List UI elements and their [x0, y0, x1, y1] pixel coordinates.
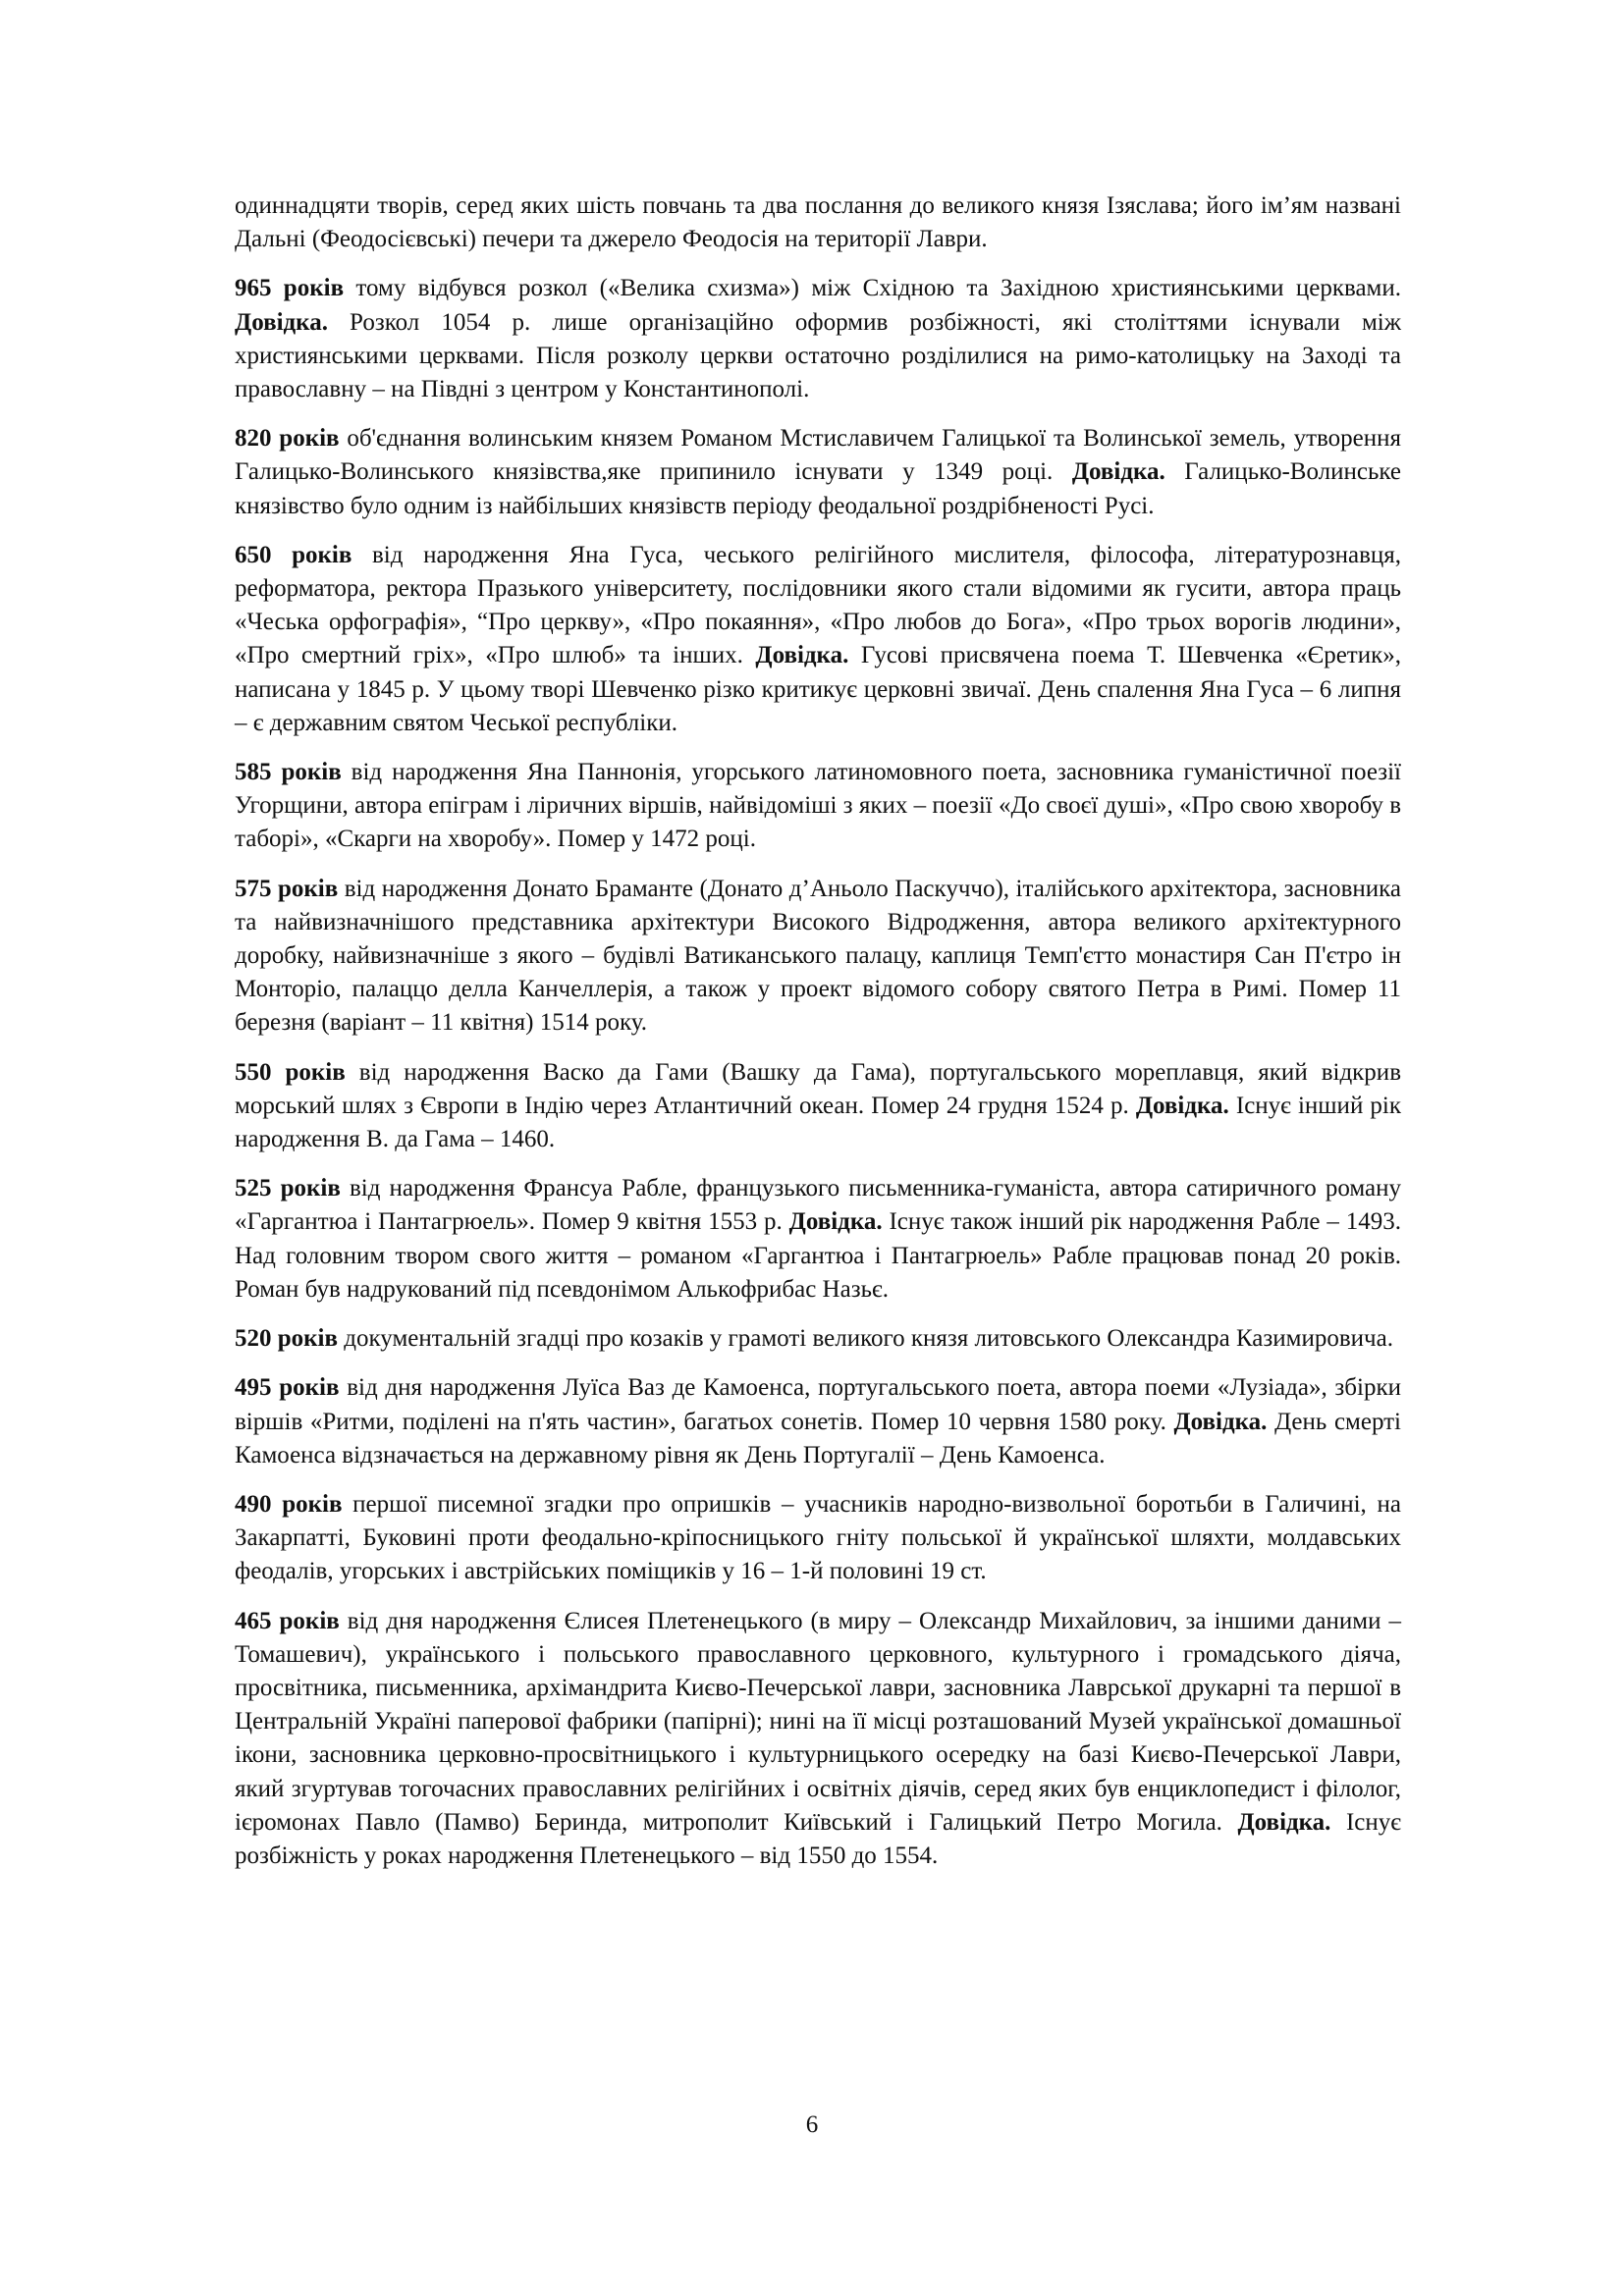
entry-text: об'єднання волинським князем Романом Мстиславичем Галицької та Волинської земель, утворення Галицько-Волинського князівства,яке припинило існувати у 1349 році. [235, 425, 1401, 486]
anniversary-entry [235, 756, 1401, 857]
anniversary-entry [235, 422, 1401, 523]
entry-text: від народження Васко да Гами (Вашку да Гама), португальського мореплавця, який відкрив морський шлях з Європи в Індію через Атлантичний океан. Помер 24 грудня 1524 р. [235, 1058, 1401, 1119]
entry-text: від народження Франсуа Рабле, французького письменника-гуманіста, автора сатиричного роману «Гаргантюа і Пантагрюель». Помер 9 квітня 1553 р. [235, 1175, 1401, 1236]
anniversary-entry [235, 1056, 1401, 1157]
entry-text: Галицько-Волинське князівство було одним із найбільших князівств періоду феодальної роздрібненості Русі. [235, 458, 1401, 519]
entry-bold-text: 550 років [235, 1058, 346, 1086]
entry-text: Існує розбіжність у роках народження Плетенецького – від 1550 до 1554. [235, 1808, 1402, 1869]
entry-text: тому відбувся розкол («Велика схизма») між Східною та Західною християнськими церквами. [344, 275, 1401, 302]
entry-text: від народження Донато Браманте (Донато д’Аньоло Паскуччо), італійського архітектора, засновника та найвизначнішого представника архітектури Високого Відродження, автора великого архітектурного доробку, найвизначніше з якого – будівлі Ватиканського палацу, каплиця Темп'єтто монастиря Сан П'єтро ін Монторіо, палаццо делла Канчеллерія, а також у проект відомого собору святого Петра в Римі. Помер 11 березня (варіант – 11 квітня) 1514 року. [235, 875, 1401, 1037]
document-body [235, 189, 1401, 1889]
entry-bold-text: 520 років [235, 1325, 339, 1353]
anniversary-entry [235, 189, 1401, 256]
anniversary-entry [235, 539, 1401, 740]
entry-bold-text: 965 років [235, 275, 345, 302]
entry-bold-text: 820 років [235, 425, 340, 453]
anniversary-entry [235, 873, 1401, 1041]
entry-text: документальній згадці про козаків у грамоті великого князя литовського Олександра Казимировича. [338, 1325, 1393, 1353]
entry-bold-text: 495 років [235, 1374, 340, 1402]
entry-text: від дня народження Луїса Ваз де Камоенса, португальського поета, автора поеми «Лузіада», збірки віршів «Ритми, поділені на п'ять частин», багатьох сонетів. Помер 10 червня 1580 року. [235, 1374, 1401, 1435]
entry-bold-text: 575 років [235, 875, 339, 902]
entry-text: Розкол 1054 р. лише організаційно оформив розбіжності, які століттями існували між християнськими церквами. Після розколу церкви остаточно розділилися на римо-католицьку на Заході та православну – на Півдні з центром у Константинополі. [235, 308, 1401, 403]
anniversary-entry [235, 1488, 1401, 1589]
entry-text: від народження Яна Гуса, чеського релігійного мислителя, філософа, літературознавця, реформатора, ректора Празького університету, послідовники якого стали відомими як гусити, автора праць «Чеська орфографія», “Про церкву», «Про покаяння», «Про любов до Бога», «Про трьох ворогів людини», «Про смертний гріх», «Про шлюб» та інших. [235, 541, 1401, 669]
entry-bold-text: Довідка. [1173, 1408, 1268, 1435]
anniversary-entry [235, 272, 1401, 406]
entry-bold-text: Довідка. [788, 1208, 883, 1236]
entry-text: День смерті Камоенса відзначається на державному рівня як День Португалії – День Камоенса. [235, 1408, 1401, 1468]
entry-bold-text: 490 років [235, 1490, 343, 1518]
entry-text: від дня народження Єлисея Плетенецького (в миру – Олександр Михайлович, за іншими даними – Томашевич), українського і польського православного церковного, культурного і громадського діяча, просвітника, письменника, архімандрита Києво-Печерської лаври, засновника Лаврської друкарні та першої в Центральній Україні паперової фабрики (папірні); нині на її місці розташований Музей української домашньої ікони, засновника церковно-просвітницького і культурницького осередку на базі Києво-Печерської Лаври, який згуртував тогочасних православних релігійних і освітніх діячів, серед яких був енциклопедист і філолог, ієромонах Павло (Памво) Беринда, митрополит Київський і Галицький Петро Могила. [235, 1607, 1401, 1836]
anniversary-entry [235, 1371, 1401, 1472]
entry-bold-text: Довідка. [1071, 458, 1165, 486]
entry-bold-text: 525 років [235, 1175, 341, 1202]
anniversary-entry [235, 1322, 1401, 1356]
entry-text: Існує також інший рік народження Рабле – 1493. Над головним твором свого життя – романом «Гаргантюа і Пантагрюель» Рабле працював понад 20 років. Роман був надрукований під псевдонімом Алькофрибас Назьє. [235, 1208, 1401, 1303]
anniversary-entry [235, 1172, 1401, 1307]
entry-text: одиннадцяти творів, серед яких шість повчань та два послання до великого князя Ізяслава; його ім’ям названі Дальні (Феодосієвські) печери та джерело Феодосія на території Лаври. [235, 192, 1401, 253]
entry-bold-text: Довідка. [1135, 1092, 1229, 1119]
entry-bold-text: 465 років [235, 1607, 340, 1634]
entry-bold-text: Довідка. [755, 642, 849, 669]
anniversary-entry [235, 1605, 1401, 1874]
entry-text: Гусові присвячена поема Т. Шевченка «Єретик», написана у 1845 р. У цьому творі Шевченко різко критикує церковні звичаї. День спалення Яна Гуса – 6 липня – є державним святом Чеської республіки. [235, 642, 1401, 736]
page-number: 6 [805, 2111, 819, 2138]
entry-text: першої писемної згадки про опришків – учасників народно-визвольної боротьби в Галичині, на Закарпатті, Буковині проти феодально-кріпосницького гніту польської й української шляхти, молдавських феодалів, угорських і австрійських поміщиків у 16 – 1-й половині 19 ст. [235, 1490, 1401, 1585]
entry-bold-text: 585 років [235, 759, 342, 786]
entry-bold-text: Довідка. [235, 308, 328, 336]
entry-text: Існує інший рік народження В. да Гама – 1460. [235, 1092, 1401, 1153]
entry-bold-text: Довідка. [1237, 1808, 1331, 1836]
entry-bold-text: 650 років [235, 541, 352, 568]
entry-text: від народження Яна Паннонія, угорського латиномовного поета, засновника гуманістичної поезії Угорщини, автора епіграм і ліричних віршів, найвідоміші з яких – поезії «До своєї душі», «Про свою хворобу в таборі», «Скарги на хворобу». Помер у 1472 році. [235, 759, 1401, 853]
